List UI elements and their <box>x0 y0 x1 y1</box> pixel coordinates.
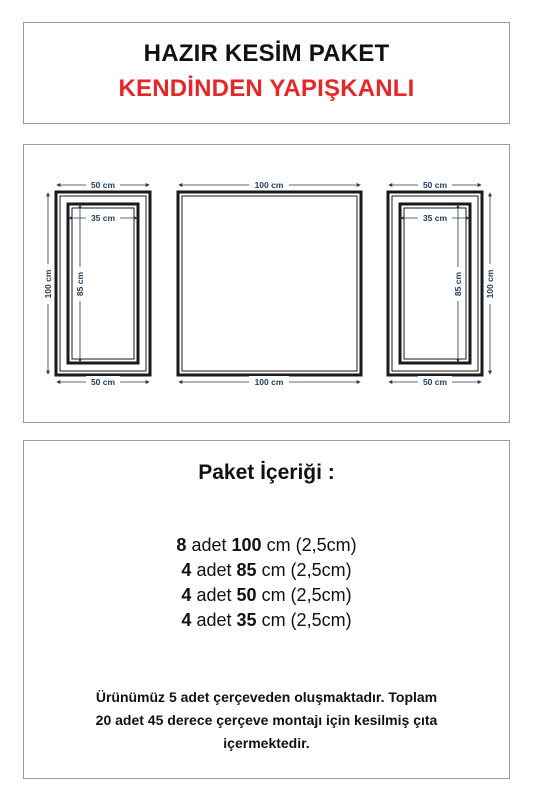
item-quantity: 8 <box>176 535 187 555</box>
item-quantity: 4 <box>181 560 192 580</box>
note-line: içermektedir. <box>223 735 310 751</box>
item-quantity: 4 <box>181 610 192 630</box>
item-unit-word: adet <box>196 610 232 630</box>
center-frame-inner-edge <box>182 196 357 371</box>
left-inner-width-label: 35 cm <box>90 213 116 223</box>
contents-title: Paket İçeriği : <box>198 461 335 484</box>
right-frame-group <box>388 179 495 387</box>
note-line: Ürünümüz 5 adet çerçeveden oluşmaktadır. Toplam <box>95 689 438 705</box>
right-top-width-label: 50 cm <box>422 180 448 190</box>
item-suffix: cm (2,5cm) <box>261 560 352 580</box>
left-top-width-label: 50 cm <box>90 180 116 190</box>
item-suffix: cm (2,5cm) <box>261 585 352 605</box>
page-title: HAZIR KESİM PAKET <box>143 40 390 67</box>
frame-diagram-panel <box>23 144 510 423</box>
item-length: 35 <box>236 610 257 630</box>
right-inner-height-label: 85 cm <box>453 271 463 297</box>
right-inner-width-label: 35 cm <box>422 213 448 223</box>
item-unit-word: adet <box>196 560 232 580</box>
item-unit-word: adet <box>196 585 232 605</box>
item-length: 100 <box>231 535 262 555</box>
package-contents-panel <box>23 440 510 779</box>
left-inner-height-label: 85 cm <box>75 271 85 297</box>
product-note <box>47 686 487 755</box>
item-unit-word: adet <box>191 535 227 555</box>
center-top-width-label: 100 cm <box>254 180 284 190</box>
left-frame-group <box>42 179 150 387</box>
left-height-label: 100 cm <box>43 269 53 299</box>
item-quantity: 4 <box>181 585 192 605</box>
note-line: 20 adet 45 derece çerçeve montajı için kesilmiş çıta <box>95 712 438 728</box>
frame-diagram <box>24 145 509 422</box>
contents-list <box>24 533 509 633</box>
item-suffix: cm (2,5cm) <box>266 535 357 555</box>
center-bottom-width-label: 100 cm <box>254 377 284 387</box>
list-item <box>24 583 509 608</box>
center-frame <box>178 192 361 375</box>
right-bottom-width-label: 50 cm <box>422 377 448 387</box>
center-frame-group <box>178 179 361 387</box>
left-bottom-width-label: 50 cm <box>90 377 116 387</box>
right-height-label: 100 cm <box>485 269 495 299</box>
header-panel <box>23 22 510 124</box>
item-suffix: cm (2,5cm) <box>261 610 352 630</box>
list-item <box>24 558 509 583</box>
list-item <box>24 608 509 633</box>
item-length: 50 <box>236 585 257 605</box>
item-length: 85 <box>236 560 257 580</box>
page-subtitle: KENDİNDEN YAPIŞKANLI <box>118 75 415 102</box>
list-item <box>24 533 509 558</box>
